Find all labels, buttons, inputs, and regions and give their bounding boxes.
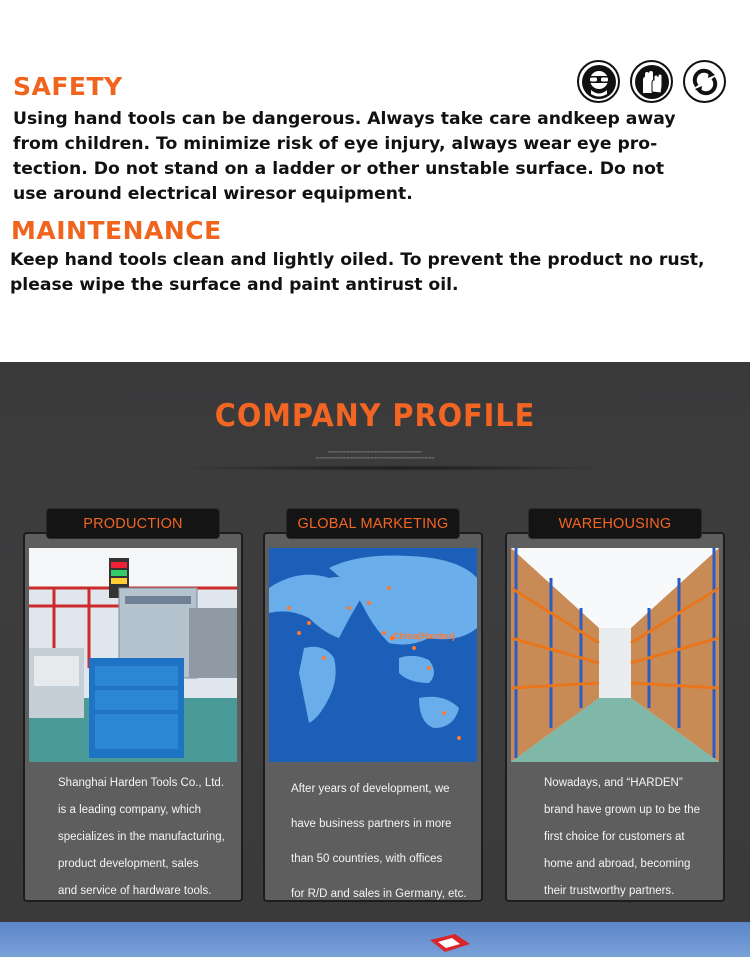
production-text xyxy=(58,770,274,905)
card-text-line: and service of hardware tools. xyxy=(58,885,212,897)
card-text-line: specializes in the manufacturing, xyxy=(58,831,225,843)
world-map-image xyxy=(269,548,477,762)
card-text-line: their trustworthy partners. xyxy=(544,885,675,897)
company-profile-section xyxy=(0,362,750,922)
safety-icons xyxy=(577,60,726,103)
warehousing-card xyxy=(505,532,725,902)
warehouse-photo xyxy=(511,548,719,762)
production-card xyxy=(23,532,243,902)
safety-line: tection. Do not stand on a ladder or other unstable surface. Do not xyxy=(13,159,665,179)
company-profile-title: COMPANY PROFILE xyxy=(214,398,536,434)
card-text-line: Nowadays, and “HARDEN” xyxy=(544,777,683,789)
safety-line: use around electrical wiresor equipment. xyxy=(13,184,413,204)
safety-maintenance-section xyxy=(0,0,750,362)
card-text-line: Shanghai Harden Tools Co., Ltd. xyxy=(58,777,225,789)
safety-line: Using hand tools can be dangerous. Always take care andkeep away xyxy=(13,109,676,129)
global-marketing-tab: GLOBAL MARKETING xyxy=(286,508,460,539)
warehousing-tab: WAREHOUSING xyxy=(528,508,702,539)
maintenance-title: MAINTENANCE xyxy=(11,216,222,245)
warehousing-text xyxy=(544,770,750,905)
card-text-line: product development, sales xyxy=(58,858,199,870)
maintenance-text xyxy=(10,248,705,298)
decorative-fine-print: ▪▪▪▪▪▪▪▪▪▪▪▪▪▪▪▪▪▪▪▪▪▪▪▪▪▪▪▪▪▪▪▪▪▪▪▪▪▪▪▪▪▪▪▪▪▪▪▪▪▪▪▪▪▪▪▪▪▪▪▪▪▪▪▪▪▪ xyxy=(328,449,422,454)
card-text-line: brand have grown up to be the xyxy=(544,804,701,816)
protective-gloves-icon xyxy=(630,60,673,103)
global-marketing-text xyxy=(291,772,507,912)
maintenance-line: please wipe the surface and paint antirust oil. xyxy=(10,275,459,295)
card-text-line: home and abroad, becoming xyxy=(544,858,691,870)
safety-line: from children. To minimize risk of eye injury, always wear eye pro- xyxy=(13,134,658,154)
decorative-fine-print: ▪▪▪▪▪▪▪▪▪▪▪▪▪▪▪▪▪▪▪▪▪▪▪▪▪▪▪▪▪▪▪▪▪▪▪▪▪▪▪▪▪▪▪▪▪▪▪▪▪▪▪▪▪▪▪▪▪▪▪▪▪▪▪▪▪▪▪▪▪▪▪▪▪▪▪▪▪▪▪▪▪▪▪▪ xyxy=(315,455,435,460)
card-text-line: After years of development, we xyxy=(291,783,450,795)
maintenance-line: Keep hand tools clean and lightly oiled. To prevent the product no rust, xyxy=(10,250,705,270)
title-divider xyxy=(175,465,615,471)
card-text-line: have business partners in more xyxy=(291,818,452,830)
sky-banner-image xyxy=(0,922,750,957)
card-text-line: is a leading company, which xyxy=(58,804,201,816)
production-tab: PRODUCTION xyxy=(46,508,220,539)
map-label: China(Harden) xyxy=(393,631,456,641)
global-marketing-card xyxy=(263,532,483,902)
card-text-line: first choice for customers at xyxy=(544,831,685,843)
safety-text xyxy=(13,107,676,207)
card-text-line: for R/D and sales in Germany, etc. xyxy=(291,888,467,900)
factory-photo xyxy=(29,548,237,762)
recycle-icon xyxy=(683,60,726,103)
safety-title: SAFETY xyxy=(13,72,123,101)
safety-goggles-icon xyxy=(577,60,620,103)
card-text-line: than 50 countries, with offices xyxy=(291,853,443,865)
